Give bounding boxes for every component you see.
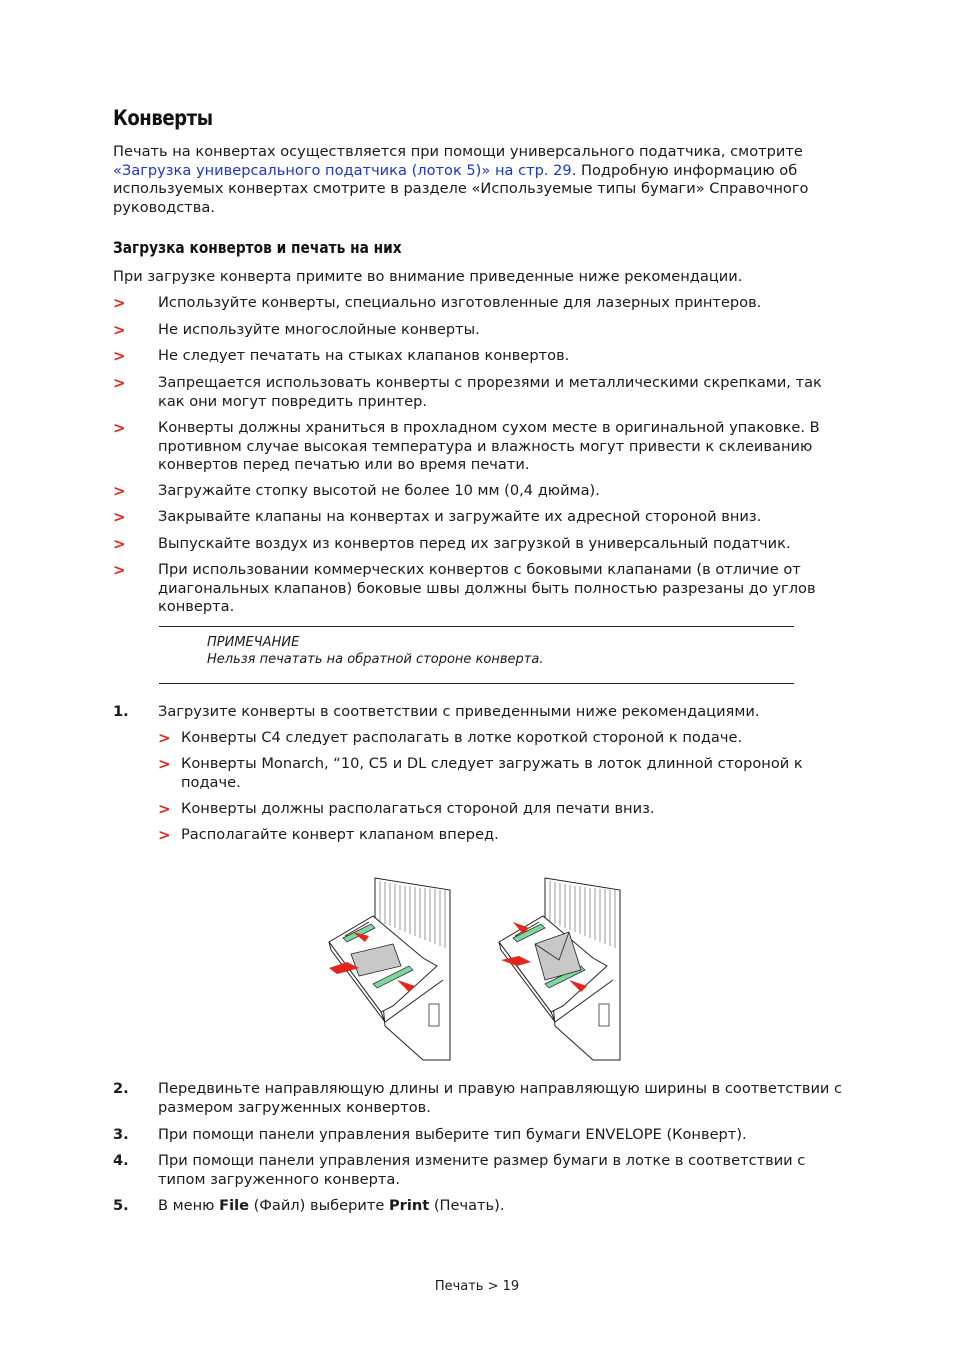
sub-list-item-text: Располагайте конверт клапаном вперед. xyxy=(181,826,499,843)
bullet-marker: > xyxy=(113,321,126,339)
list-item-text: Загружайте стопку высотой не более 10 мм (0,4 дюйма). xyxy=(158,482,600,499)
step-text-mid: (Файл) выберите xyxy=(248,1197,389,1214)
intro-text-before: Печать на конвертах осуществляется при помощи универсального податчика, смотрите xyxy=(113,143,803,160)
lead-paragraph: При загрузке конверта примите во внимание приведенные ниже рекомендации. xyxy=(113,268,743,285)
bullet-marker: > xyxy=(113,347,126,365)
list-item-text: Запрещается использовать конверты с прорезями и металлическими скрепками, так как они могут повредить принтер. xyxy=(158,374,822,410)
intro-paragraph xyxy=(113,143,843,217)
step-text-post: (Печать). xyxy=(429,1197,505,1214)
bullet-marker: > xyxy=(158,800,171,818)
bullet-marker: > xyxy=(113,508,126,526)
step-text xyxy=(158,1197,848,1216)
note-text: Нельзя печатать на обратной стороне конверта. xyxy=(207,652,544,667)
note-bottom-rule xyxy=(159,683,794,684)
menu-item-print: Print xyxy=(388,1197,430,1214)
list-item-text: Закрывайте клапаны на конвертах и загружайте их адресной стороной вниз. xyxy=(158,508,762,525)
sub-list-item-text: Конверты Monarch, “10, C5 и DL следует загружать в лоток длинной стороной к подаче. xyxy=(181,755,803,791)
bullet-marker: > xyxy=(113,482,126,500)
step-text: При помощи панели управления измените размер бумаги в лотке в соответствии с типом загруженного конверта. xyxy=(158,1152,806,1188)
bullet-marker: > xyxy=(113,561,126,579)
list-item-text: Выпускайте воздух из конвертов перед их загрузкой в универсальный податчик. xyxy=(158,535,791,552)
step-number: 5. xyxy=(113,1197,129,1214)
list-item-text: Не следует печатать на стыках клапанов конвертов. xyxy=(158,347,570,364)
step-text-pre: В меню xyxy=(158,1197,220,1214)
intro-text-after: . Подробную информацию об используемых конвертах смотрите в разделе «Используемые типы бумаги» Справочного руководства. xyxy=(113,161,809,216)
cross-reference-link[interactable]: «Загрузка универсального податчика (лоток 5)» на стр. 29 xyxy=(113,161,572,179)
step-number: 3. xyxy=(113,1126,129,1143)
subsection-title: Загрузка конвертов и печать на них xyxy=(113,238,402,257)
sub-list-item-text: Конверты должны располагаться стороной для печати вниз. xyxy=(181,800,655,817)
step-text: При помощи панели управления выберите тип бумаги ENVELOPE (Конверт). xyxy=(158,1126,747,1143)
step-number: 2. xyxy=(113,1080,129,1097)
step-text: Передвиньте направляющую длины и правую направляющую ширины в соответствии с размером загруженных конвертов. xyxy=(158,1080,843,1116)
note-label: ПРИМЕЧАНИЕ xyxy=(207,635,300,650)
list-item-text: Используйте конверты, специально изготовленные для лазерных принтеров. xyxy=(158,294,762,311)
step-text: Загрузите конверты в соответствии с приведенными ниже рекомендациями. xyxy=(158,703,760,720)
bullet-marker: > xyxy=(113,419,126,437)
note-top-rule xyxy=(159,626,794,627)
menu-name-file: File xyxy=(219,1197,249,1214)
section-title: Конверты xyxy=(113,106,213,130)
page-footer: Печать > 19 xyxy=(434,1279,520,1294)
list-item-text: Конверты должны храниться в прохладном сухом месте в оригинальной упаковке. В противном случае высокая температура и влажность могут привести к склеиванию конвертов перед печатью или во время печати. xyxy=(158,419,820,473)
step-number: 1. xyxy=(113,703,129,720)
bullet-marker: > xyxy=(158,826,171,844)
bullet-marker: > xyxy=(113,294,126,312)
bullet-marker: > xyxy=(113,535,126,553)
step-number: 4. xyxy=(113,1152,129,1169)
envelope-loading-illustration-right xyxy=(495,876,625,1062)
bullet-marker: > xyxy=(158,755,171,773)
bullet-marker: > xyxy=(113,374,126,392)
envelope-loading-illustration-left xyxy=(325,876,455,1062)
sub-list-item-text: Конверты C4 следует располагать в лотке короткой стороной к подаче. xyxy=(181,729,743,746)
bullet-marker: > xyxy=(158,729,171,747)
list-item-text: Не используйте многослойные конверты. xyxy=(158,321,480,338)
list-item-text: При использовании коммерческих конвертов с боковыми клапанами (в отличие от диагональных клапанов) боковые швы должны быть полностью разрезаны до углов конверта. xyxy=(158,561,816,615)
